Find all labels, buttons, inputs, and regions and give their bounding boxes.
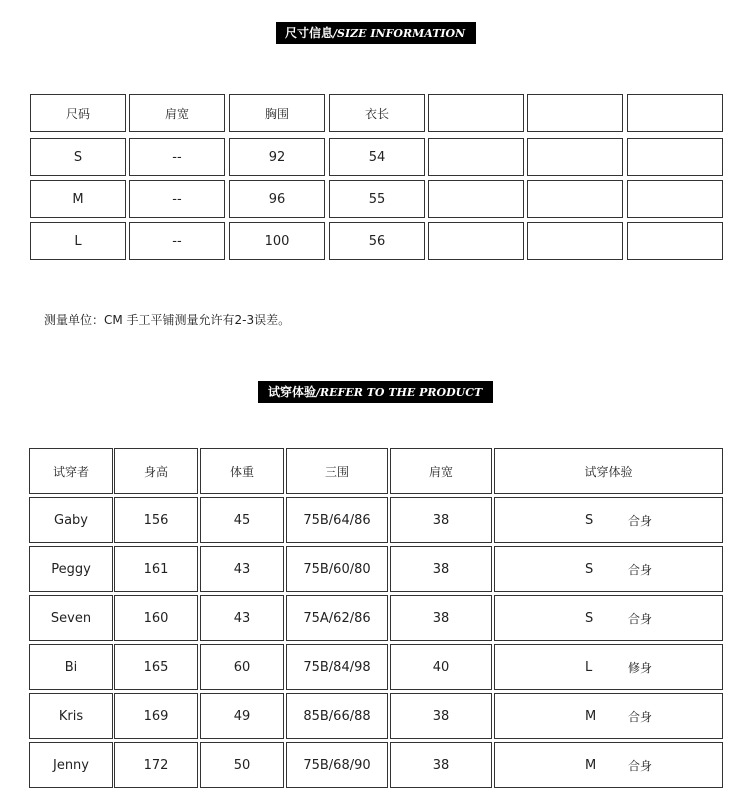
- try-on-cell-weight: 50: [200, 742, 284, 788]
- size-cell: [527, 180, 623, 218]
- try-on-banner-en: /REFER TO THE PRODUCT: [316, 386, 483, 399]
- size-cell: [527, 138, 623, 176]
- size-header-cell: [527, 94, 623, 132]
- size-cell: --: [129, 222, 225, 260]
- try-on-cell-weight: 45: [200, 497, 284, 543]
- size-info-banner-en: /SIZE INFORMATION: [333, 27, 466, 40]
- try-on-size: S: [585, 610, 594, 626]
- size-cell: 55: [329, 180, 425, 218]
- size-cell: 54: [329, 138, 425, 176]
- try-on-banner: [258, 381, 493, 403]
- try-on-size: S: [585, 512, 594, 528]
- try-on-cell-shoulder: 38: [390, 595, 492, 641]
- size-header-cell: [627, 94, 723, 132]
- try-on-experience-cell: [494, 693, 723, 739]
- try-on-header-cell: 三围: [286, 448, 388, 494]
- try-on-cell-name: Kris: [29, 693, 113, 739]
- size-header-cell: 尺码: [30, 94, 126, 132]
- try-on-cell-measurements: 75A/62/86: [286, 595, 388, 641]
- size-cell: [627, 138, 723, 176]
- size-cell: [627, 222, 723, 260]
- try-on-cell-name: Seven: [29, 595, 113, 641]
- size-cell: 56: [329, 222, 425, 260]
- size-cell: --: [129, 138, 225, 176]
- try-on-experience-cell: [494, 595, 723, 641]
- size-info-banner-cn: 尺寸信息: [285, 26, 334, 40]
- size-cell: M: [30, 180, 126, 218]
- try-on-cell-measurements: 75B/68/90: [286, 742, 388, 788]
- measurement-note: 测量单位：CM 手工平铺测量允许有2-3误差。: [44, 313, 291, 327]
- size-cell: [428, 222, 524, 260]
- try-on-fit: 合身: [628, 513, 653, 528]
- size-cell: [527, 222, 623, 260]
- size-header-cell: 胸围: [229, 94, 325, 132]
- try-on-cell-height: 165: [114, 644, 198, 690]
- try-on-cell-measurements: 75B/60/80: [286, 546, 388, 592]
- try-on-fit: 合身: [628, 562, 653, 577]
- size-cell: [627, 180, 723, 218]
- try-on-fit: 修身: [628, 660, 653, 675]
- try-on-cell-height: 156: [114, 497, 198, 543]
- try-on-cell-name: Gaby: [29, 497, 113, 543]
- try-on-cell-height: 160: [114, 595, 198, 641]
- try-on-header-cell: 试穿体验: [494, 448, 723, 494]
- try-on-cell-name: Jenny: [29, 742, 113, 788]
- size-cell: [428, 138, 524, 176]
- try-on-banner-cn: 试穿体验: [268, 385, 317, 399]
- size-header-cell: [428, 94, 524, 132]
- try-on-cell-weight: 43: [200, 595, 284, 641]
- try-on-experience-cell: [494, 644, 723, 690]
- try-on-cell-weight: 49: [200, 693, 284, 739]
- size-cell: 100: [229, 222, 325, 260]
- try-on-cell-name: Bi: [29, 644, 113, 690]
- try-on-header-cell: 肩宽: [390, 448, 492, 494]
- size-cell: S: [30, 138, 126, 176]
- try-on-cell-height: 172: [114, 742, 198, 788]
- try-on-experience-cell: [494, 546, 723, 592]
- size-cell: --: [129, 180, 225, 218]
- try-on-fit: 合身: [628, 709, 653, 724]
- try-on-header-cell: 试穿者: [29, 448, 113, 494]
- try-on-cell-name: Peggy: [29, 546, 113, 592]
- size-header-cell: 衣长: [329, 94, 425, 132]
- try-on-size: M: [585, 708, 597, 724]
- try-on-cell-shoulder: 40: [390, 644, 492, 690]
- try-on-cell-shoulder: 38: [390, 546, 492, 592]
- try-on-experience-cell: [494, 497, 723, 543]
- try-on-cell-weight: 60: [200, 644, 284, 690]
- size-cell: [428, 180, 524, 218]
- size-cell: 92: [229, 138, 325, 176]
- try-on-cell-height: 161: [114, 546, 198, 592]
- try-on-size: L: [585, 659, 593, 675]
- try-on-experience-cell: [494, 742, 723, 788]
- try-on-cell-measurements: 75B/64/86: [286, 497, 388, 543]
- try-on-cell-weight: 43: [200, 546, 284, 592]
- try-on-fit: 合身: [628, 611, 653, 626]
- try-on-size: S: [585, 561, 594, 577]
- try-on-fit: 合身: [628, 758, 653, 773]
- size-info-banner: [276, 22, 476, 44]
- try-on-cell-measurements: 85B/66/88: [286, 693, 388, 739]
- try-on-size: M: [585, 757, 597, 773]
- try-on-cell-measurements: 75B/84/98: [286, 644, 388, 690]
- try-on-cell-shoulder: 38: [390, 742, 492, 788]
- try-on-header-cell: 体重: [200, 448, 284, 494]
- try-on-cell-shoulder: 38: [390, 693, 492, 739]
- size-cell: 96: [229, 180, 325, 218]
- size-header-cell: 肩宽: [129, 94, 225, 132]
- try-on-cell-height: 169: [114, 693, 198, 739]
- try-on-header-cell: 身高: [114, 448, 198, 494]
- try-on-cell-shoulder: 38: [390, 497, 492, 543]
- size-cell: L: [30, 222, 126, 260]
